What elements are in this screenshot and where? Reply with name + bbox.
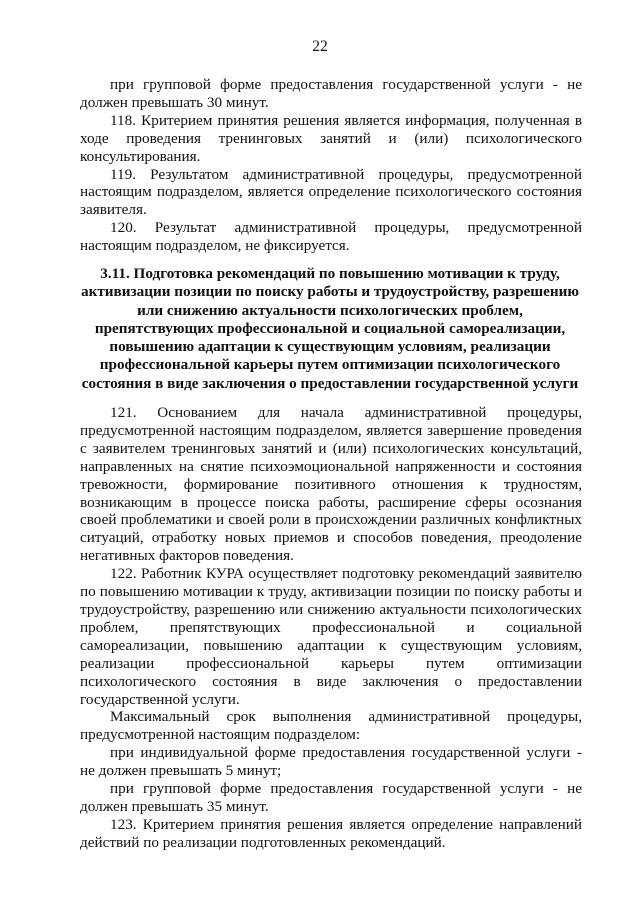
paragraph-120: 120. Результат административной процедуры, предусмотренной настоящим подразделом, не фиксируется. [80, 219, 582, 255]
heading-line: или снижению актуальности психологических проблем, [137, 301, 523, 319]
paragraph: при групповой форме предоставления государственной услуги - не должен превышать 30 минут. [80, 76, 582, 111]
page-number: 22 [312, 38, 328, 55]
heading-line: состояния в виде заключения о предоставлении государственной услуги [81, 374, 579, 392]
paragraph-119: 119. Результатом административной процедуры, предусмотренной настоящим подразделом, является определение психологического состояния заявителя. [80, 165, 582, 219]
section-heading-3-11 [70, 265, 590, 393]
heading-line: активизации позиции по поиску работы и трудоустройству, разрешению [81, 283, 579, 301]
heading-line: повышению адаптации к существующим условиям, реализации [109, 338, 551, 356]
text-block-top [80, 76, 582, 255]
paragraph-118: 118. Критерием принятия решения является информация, полученная в ходе проведения тренинговых занятий и (или) психологического консультирования. [80, 111, 582, 165]
paragraph-individual-form: при индивидуальной форме предоставления государственной услуги - не должен превышать 5 минут; [80, 744, 582, 780]
paragraph-group-form: при групповой форме предоставления государственной услуги - не должен превышать 35 минут. [80, 780, 582, 815]
paragraph-123: 123. Критерием принятия решения является определение направлений действий по реализации подготовленных рекомендаций. [80, 815, 582, 851]
heading-line: 3.11. Подготовка рекомендаций по повышению мотивации к труду, [100, 265, 560, 282]
text-block-bottom [80, 404, 582, 852]
paragraph-122: 122. Работник КУРА осуществляет подготовку рекомендаций заявителю по повышению мотивации к труду, активизации позиции по поиску работы и трудоустройству, разрешению или снижению актуальности психологических проблем, препятствующих профессиональной и социальной самореализации, повышению адаптации к существующим условиям, реализации профессиональной карьеры путем оптимизации психологического состояния в виде заключения о предоставлении государственной услуги. [80, 565, 582, 708]
heading-line: профессиональной карьеры путем оптимизации психологического [99, 356, 561, 374]
heading-line: препятствующих профессиональной и социальной самореализации, [94, 319, 566, 337]
paragraph-121: 121. Основанием для начала административной процедуры, предусмотренной настоящим подразделом, является завершение проведения с заявителем тренинговых занятий и (или) психологических консультаций, направленных на снятие психоэмоциональной напряженности и состояния тревожности, формирование позитивного отношения к трудностям, возникающим в процессе поиска работы, расширение сферы осознания своей проблематики и своей роли в происхождении различных конфликтных ситуаций, отработку новых приемов и способов поведения, преодоление негативных факторов поведения. [80, 404, 582, 565]
paragraph-max-time: Максимальный срок выполнения административной процедуры, предусмотренной настоящим подразделом: [80, 708, 582, 744]
